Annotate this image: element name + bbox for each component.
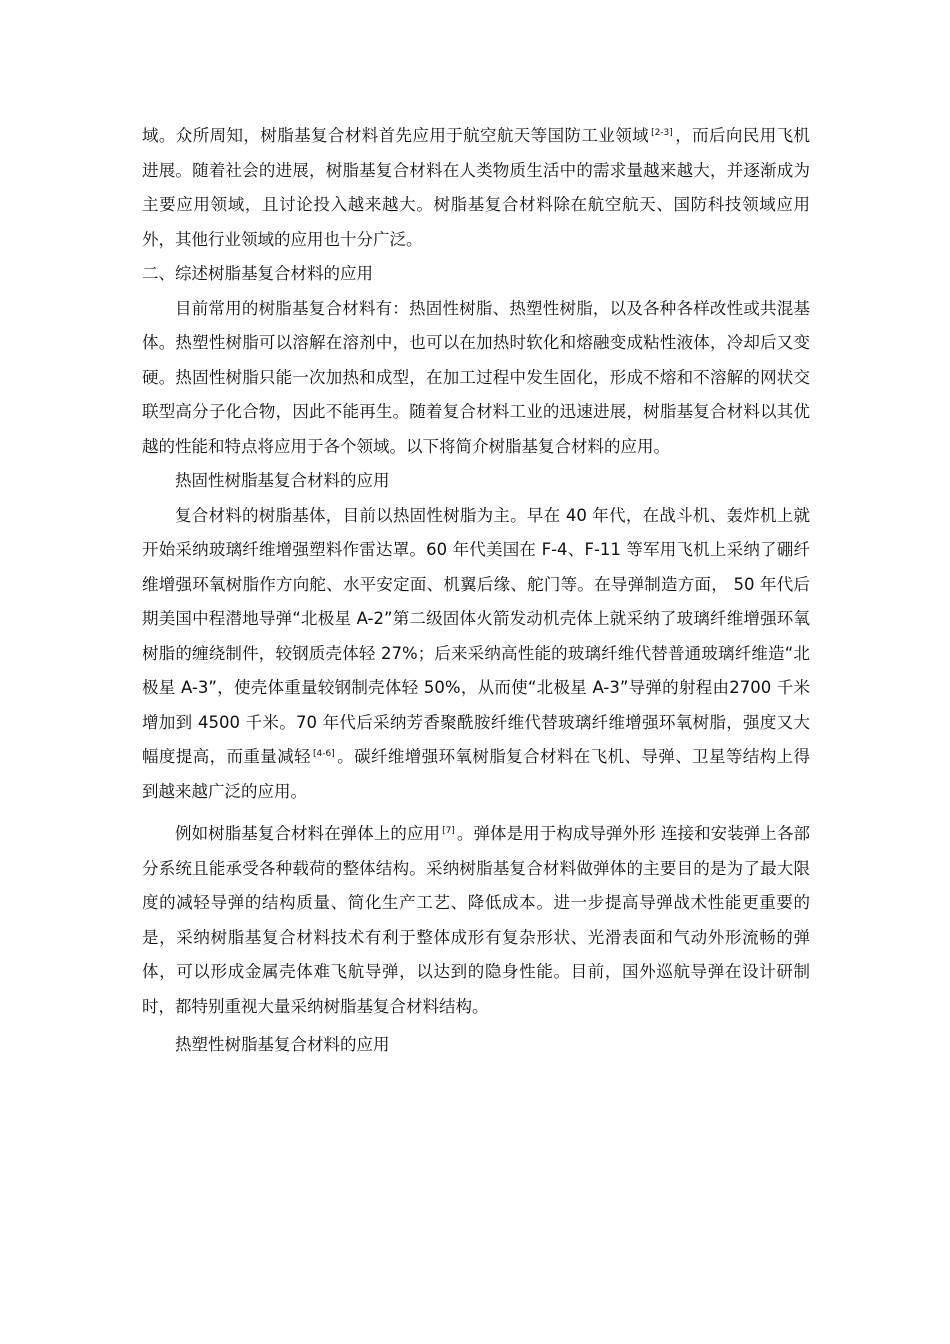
section-heading bbox=[142, 257, 810, 292]
paragraph-overview bbox=[142, 292, 810, 465]
paragraph-thermoset bbox=[142, 499, 810, 810]
section-heading-text: 二、综述树脂基复合材料的应用 bbox=[142, 264, 373, 283]
document-body bbox=[142, 119, 810, 1063]
subheading-text: 热塑性树脂基复合材料的应用 bbox=[175, 1035, 390, 1054]
subheading-thermoset bbox=[142, 464, 810, 499]
subheading-thermoplastic bbox=[142, 1028, 810, 1063]
paragraph-text: 域。众所周知，树脂基复合材料首先应用于航空航天等国防工业领域 bbox=[142, 126, 650, 145]
paragraph-text: ，而后向民用飞机进展。随着社会的进展，树脂基复合材料在人类物质生活中的需求量越来越大，并逐渐成为主要应用领域，且讨论投入越来越大。树脂基复合材料除在航空航天、国防科技领域应用外，其他行业领域的应用也十分广泛。 bbox=[142, 126, 811, 249]
citation-mark: [7] bbox=[442, 826, 455, 836]
citation-mark: [4-6] bbox=[313, 749, 335, 759]
subheading-text: 热固性树脂基复合材料的应用 bbox=[175, 471, 390, 490]
paragraph-intro-continued bbox=[142, 119, 810, 257]
paragraph-text: 。碳纤维增强环氧树脂复合材料在飞机、导弹、卫星等结构上得到越来越广泛的应用。 bbox=[142, 747, 811, 801]
paragraph-missile-body bbox=[142, 817, 810, 1024]
paragraph-text: 复合材料的树脂基体，目前以热固性树脂为主。早在 40 年代，在战斗机、轰炸机上就开始采纳玻璃纤维增强塑料作雷达罩。60 年代美国在 F-4、F-11 等军用飞机上采纳了硼纤维增强环氧树脂作方向舵、水平安定面、机翼后缘、舵门等。在导弹制造方面， 50 年代后期美国中程潜地导弹“北极星 A-2”第二级固体火箭发动机壳体上就采纳了玻璃纤维增强环氧树脂的缠绕制件，较钢质壳体轻 27%；后来采纳高性能的玻璃纤维代替普通玻璃纤维造“北极星 A-3”，使壳体重量较钢制壳体轻 50%，从而使“北极星 A-3”导弹的射程由2700 千米增加到 4500 千米。70 年代后采纳芳香聚酰胺纤维代替玻璃纤维增强环氧树脂，强度又大幅度提高，而重量减轻 bbox=[142, 505, 810, 766]
paragraph-text: 。弹体是用于构成导弹外形 连接和安装弹上各部分系统且能承受各种载荷的整体结构。采纳树脂基复合材料做弹体的主要目的是为了最大限度的减轻导弹的结构质量、简化生产工艺、降低成本。进一步提高导弹战术性能更重要的是，采纳树脂基复合材料技术有利于整体成形有复杂形状、光滑表面和气动外形流畅的弹体，可以形成金属壳体难飞航导弹，以达到的隐身性能。目前，国外巡航导弹在设计研制时，都特别重视大量采纳树脂基复合材料结构。 bbox=[142, 824, 811, 1016]
citation-mark: [2-3] bbox=[651, 128, 673, 138]
paragraph-text: 目前常用的树脂基复合材料有：热固性树脂、热塑性树脂，以及各种各样改性或共混基体。热塑性树脂可以溶解在溶剂中，也可以在加热时软化和熔融变成粘性液体，冷却后又变硬。热固性树脂只能一次加热和成型，在加工过程中发生固化，形成不熔和不溶解的网状交联型高分子化合物，因此不能再生。随着复合材料工业的迅速进展，树脂基复合材料以其优越的性能和特点将应用于各个领域。以下将简介树脂基复合材料的应用。 bbox=[142, 298, 810, 456]
paragraph-text: 例如树脂基复合材料在弹体上的应用 bbox=[175, 824, 441, 843]
